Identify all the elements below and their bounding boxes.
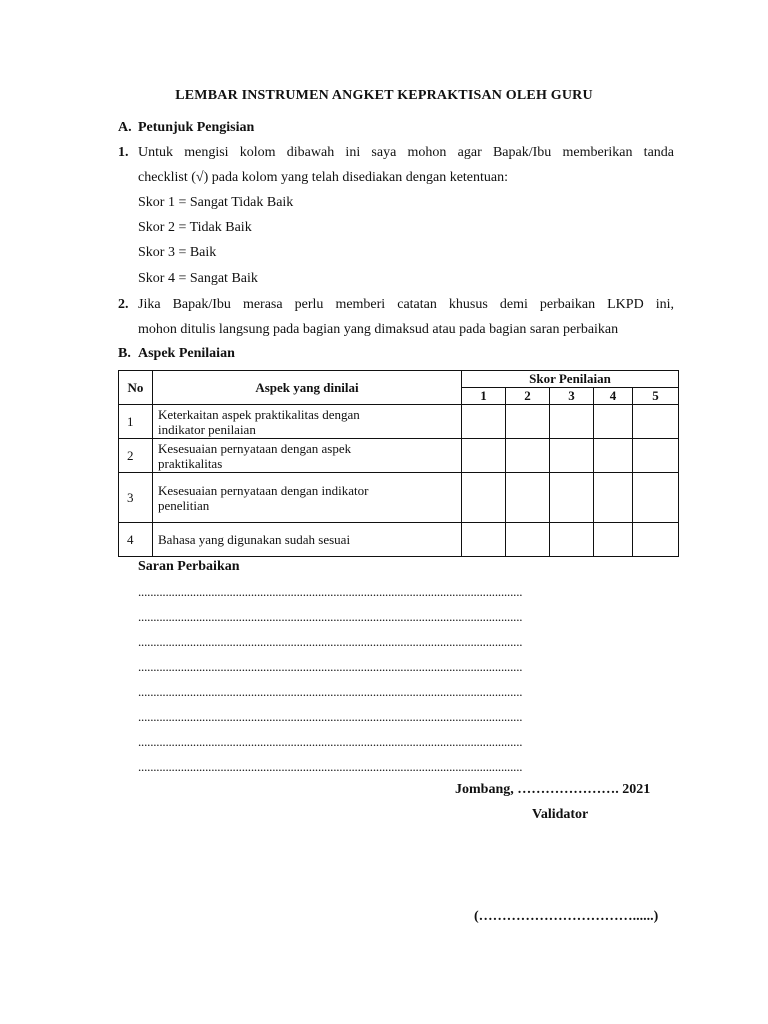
- saran-heading: Saran Perbaikan: [138, 559, 240, 574]
- score-legend-4: Skor 4 = Sangat Baik: [138, 271, 258, 286]
- table-row: [119, 405, 679, 439]
- score-cell[interactable]: [462, 439, 506, 473]
- score-legend-3: Skor 3 = Baik: [138, 245, 217, 260]
- header-score-4: 4: [594, 388, 633, 405]
- score-legend-1: Skor 1 = Sangat Tidak Baik: [138, 195, 294, 210]
- saran-line-7[interactable]: ..............................................................................................................................: [138, 734, 523, 749]
- score-cell[interactable]: [506, 473, 550, 523]
- row-aspect: [153, 405, 462, 439]
- header-score-2: 2: [506, 388, 550, 405]
- header-score: Skor Penilaian: [462, 371, 679, 388]
- row-number: 1: [119, 405, 153, 439]
- section-a-heading: Petunjuk Pengisian: [138, 120, 255, 135]
- saran-line-3[interactable]: ..............................................................................................................................: [138, 634, 523, 649]
- score-cell[interactable]: [462, 523, 506, 557]
- section-b-heading: Aspek Penilaian: [138, 346, 235, 361]
- score-cell[interactable]: [506, 439, 550, 473]
- score-cell[interactable]: [633, 405, 679, 439]
- saran-line-1[interactable]: ..............................................................................................................................: [138, 584, 523, 599]
- saran-line-6[interactable]: ..............................................................................................................................: [138, 709, 523, 724]
- instruction-1-line-2: checklist (√) pada kolom yang telah disediakan dengan ketentuan:: [138, 170, 509, 185]
- row-number: 4: [119, 523, 153, 557]
- row-aspect-line-1: Keterkaitan aspek praktikalitas dengan: [158, 406, 360, 422]
- instruction-2-number: 2.: [118, 297, 129, 312]
- score-cell[interactable]: [550, 439, 594, 473]
- table-row: [119, 439, 679, 473]
- row-aspect: [153, 473, 462, 523]
- instruction-2-line-2: mohon ditulis langsung pada bagian yang dimaksud atau pada bagian saran perbaikan: [138, 322, 619, 337]
- row-number: 3: [119, 473, 153, 523]
- validator-label: Validator: [532, 807, 589, 822]
- section-b-label: B.: [118, 346, 131, 361]
- score-cell[interactable]: [550, 405, 594, 439]
- assessment-table: [118, 370, 679, 557]
- instruction-1-number: 1.: [118, 145, 129, 160]
- score-cell[interactable]: [550, 473, 594, 523]
- row-aspect: [153, 439, 462, 473]
- place-date: Jombang, …………………. 2021: [455, 782, 651, 797]
- row-aspect-line-1: Kesesuaian pernyataan dengan indikator: [158, 482, 369, 498]
- score-cell[interactable]: [633, 439, 679, 473]
- header-aspect: Aspek yang dinilai: [153, 371, 462, 405]
- saran-line-5[interactable]: ..............................................................................................................................: [138, 684, 523, 699]
- score-cell[interactable]: [506, 405, 550, 439]
- score-cell[interactable]: [594, 523, 633, 557]
- row-aspect: Bahasa yang digunakan sudah sesuai: [153, 523, 462, 557]
- instruction-2-line-1: Jika Bapak/Ibu merasa perlu memberi catatan khusus demi perbaikan LKPD ini,: [138, 297, 674, 312]
- row-number: 2: [119, 439, 153, 473]
- score-cell[interactable]: [594, 439, 633, 473]
- signature-name-line: (……………………………......): [474, 909, 659, 924]
- row-aspect-line-2: praktikalitas: [158, 455, 223, 471]
- score-legend-2: Skor 2 = Tidak Baik: [138, 220, 252, 235]
- score-cell[interactable]: [633, 523, 679, 557]
- saran-line-2[interactable]: ..............................................................................................................................: [138, 609, 523, 624]
- row-aspect-line-2: indikator penilaian: [158, 421, 256, 437]
- score-cell[interactable]: [633, 473, 679, 523]
- header-no: No: [119, 371, 153, 405]
- section-a-label: A.: [118, 120, 132, 135]
- row-aspect-line-2: penelitian: [158, 497, 210, 513]
- table-row: [119, 523, 679, 557]
- header-score-5: 5: [633, 388, 679, 405]
- score-cell[interactable]: [594, 405, 633, 439]
- score-cell[interactable]: [462, 405, 506, 439]
- score-cell[interactable]: [462, 473, 506, 523]
- table-row: [119, 473, 679, 523]
- saran-line-8[interactable]: ..............................................................................................................................: [138, 759, 523, 774]
- header-score-1: 1: [462, 388, 506, 405]
- saran-line-4[interactable]: ..............................................................................................................................: [138, 659, 523, 674]
- score-cell[interactable]: [506, 523, 550, 557]
- score-cell[interactable]: [594, 473, 633, 523]
- page-title: LEMBAR INSTRUMEN ANGKET KEPRAKTISAN OLEH GURU: [175, 88, 593, 103]
- row-aspect-line-1: Kesesuaian pernyataan dengan aspek: [158, 440, 352, 456]
- score-cell[interactable]: [550, 523, 594, 557]
- instruction-1-line-1: Untuk mengisi kolom dibawah ini saya mohon agar Bapak/Ibu memberikan tanda: [138, 145, 674, 160]
- header-score-3: 3: [550, 388, 594, 405]
